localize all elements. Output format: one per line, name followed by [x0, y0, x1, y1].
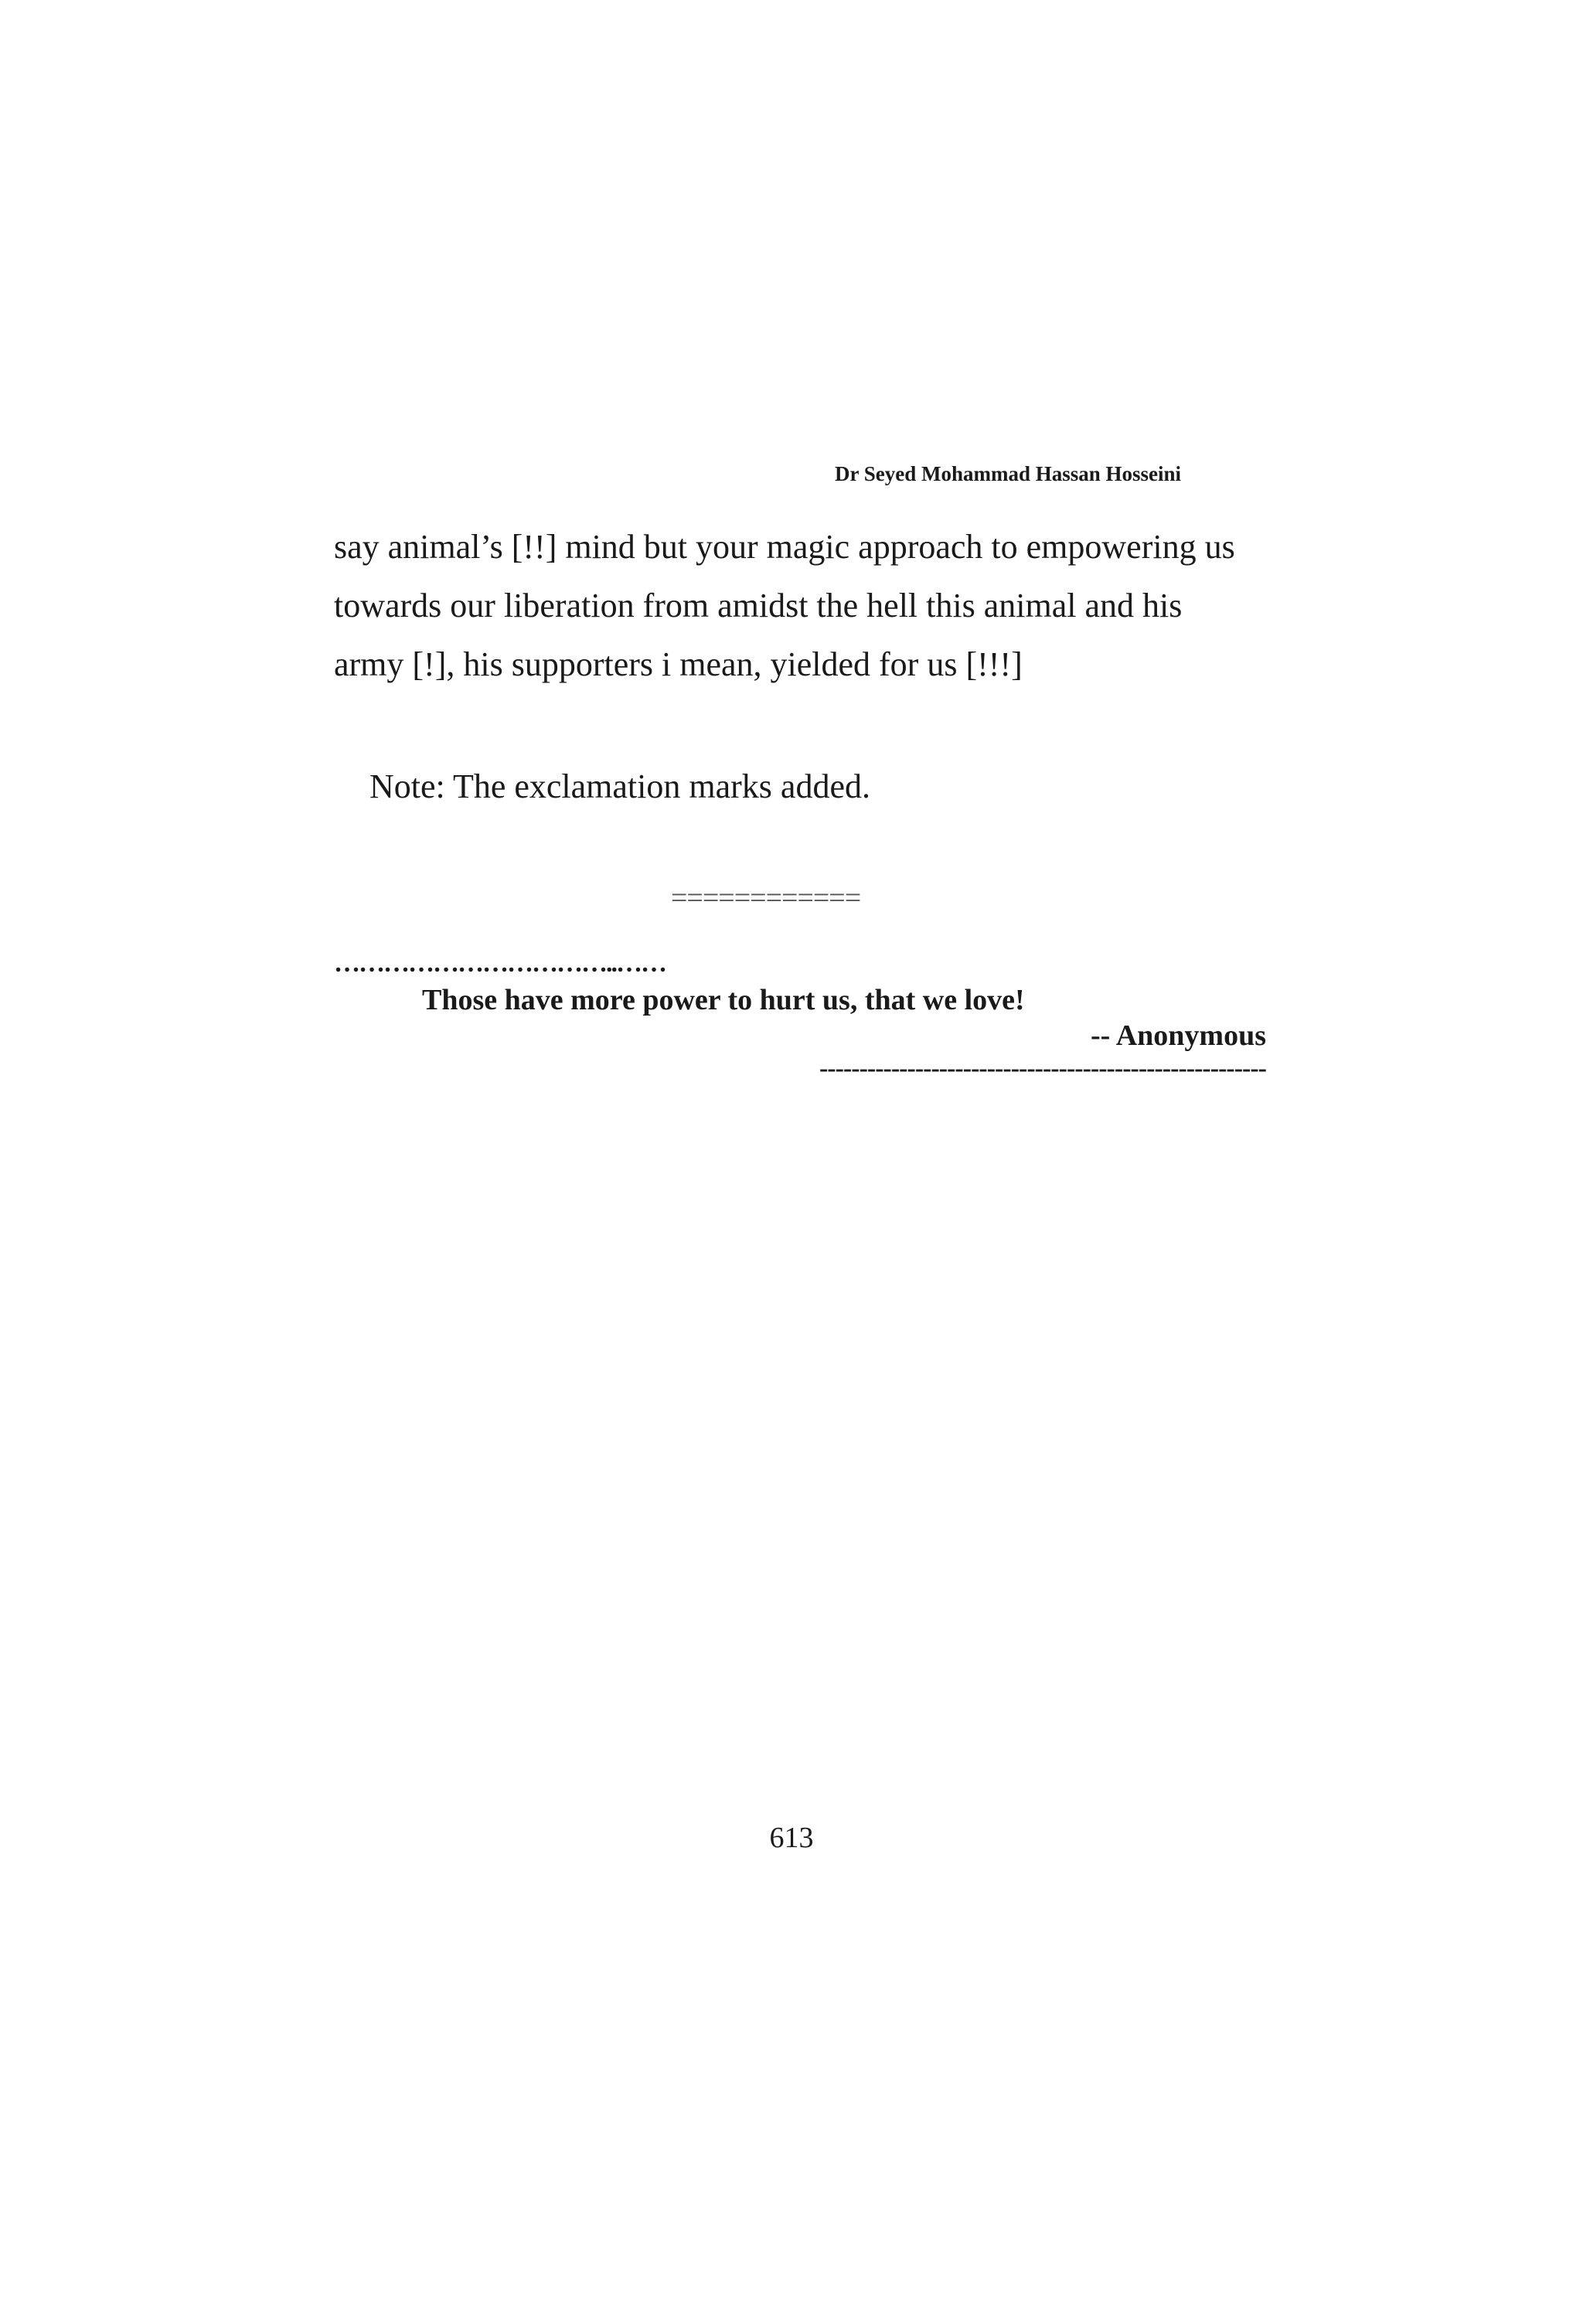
body-line: army [!], his supporters i mean, yielded for us [!!!] [334, 645, 1023, 683]
running-header-author: Dr Seyed Mohammad Hassan Hosseini [835, 462, 1182, 485]
dotted-leader: ……………………………..…… [334, 949, 666, 978]
body-paragraph [334, 518, 1308, 694]
section-separator: ============ [671, 882, 861, 914]
page-number: 613 [769, 1822, 814, 1854]
quote-text: Those have more power to hurt us, that we love! [422, 984, 1025, 1016]
dashed-rule: -------------------------------------------------------- [819, 1054, 1266, 1083]
quote-attribution: -- Anonymous [1091, 1019, 1266, 1052]
note-text: Note: The exclamation marks added. [369, 767, 870, 805]
body-line: say animal’s [!!] mind but your magic approach to empowering us [334, 528, 1235, 566]
body-line: towards our liberation from amidst the hell this animal and his [334, 587, 1183, 624]
